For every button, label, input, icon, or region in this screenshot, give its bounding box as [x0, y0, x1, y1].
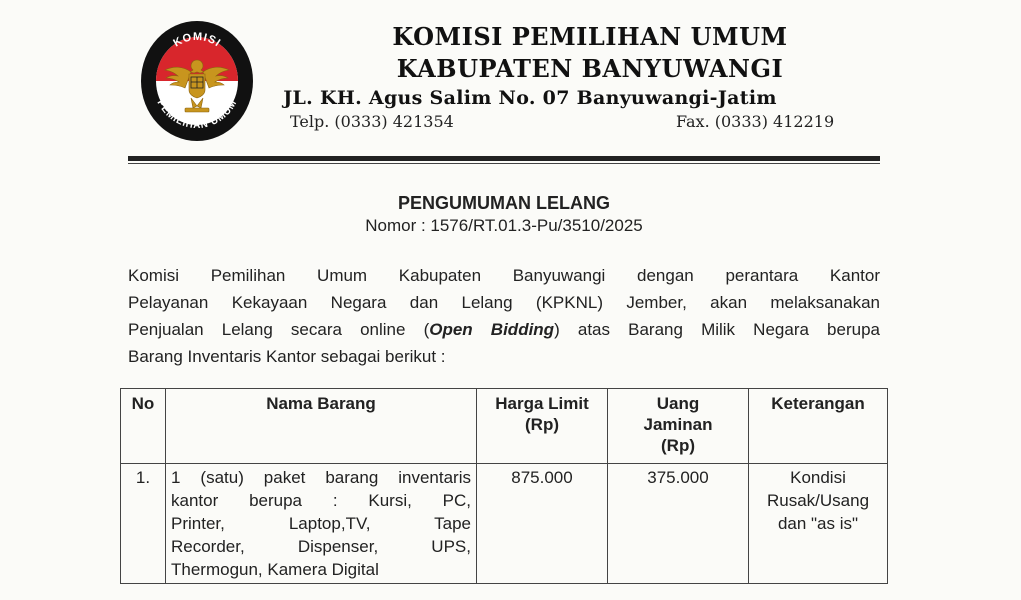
intro-line-2: Pelayanan Kekayaan Negara dan Lelang (KPKNL) Jember, akan melaksanakan — [128, 293, 880, 312]
header-keterangan: Keterangan — [749, 389, 888, 464]
table-header-row — [121, 389, 888, 464]
cell-keterangan: Kondisi Rusak/Usang dan "as is" — [749, 464, 888, 584]
header-rule-thick — [128, 156, 880, 161]
org-address: JL. KH. Agus Salim No. 07 Banyuwangi-Jatim — [283, 87, 777, 109]
header-uang-jaminan: Uang Jaminan (Rp) — [608, 389, 749, 464]
cell-harga-limit: 875.000 — [477, 464, 608, 584]
cell-uang-jaminan: 375.000 — [608, 464, 749, 584]
table-row — [121, 464, 888, 584]
telephone: Telp. (0333) 421354 — [290, 112, 454, 131]
cell-no: 1. — [121, 464, 166, 584]
org-name-line2: KABUPATEN BANYUWANGI — [396, 54, 784, 83]
header-nama-barang: Nama Barang — [166, 389, 477, 464]
open-bidding-emphasis: Open Bidding — [429, 320, 555, 339]
announcement-number: Nomor : 1576/RT.01.3-Pu/3510/2025 — [365, 216, 643, 235]
header-harga-limit: Harga Limit (Rp) — [477, 389, 608, 464]
header-rule-thin — [128, 163, 880, 164]
header-no: No — [121, 389, 166, 464]
logo-top-text: KOMISI — [171, 30, 224, 50]
intro-line-3: Penjualan Lelang secara online (Open Bidding) atas Barang Milik Negara berupa — [128, 320, 880, 339]
auction-items-table — [120, 388, 888, 584]
org-name-line1: KOMISI PEMILIHAN UMUM — [392, 22, 788, 51]
intro-paragraph — [128, 262, 880, 370]
intro-line-4: Barang Inventaris Kantor sebagai berikut : — [128, 347, 446, 366]
cell-nama-barang: 1 (satu) paket barang inventaris kantor berupa : Kursi, PC, Printer, Laptop,TV, Tape Recorder, Dispenser, UPS, Thermogun, Kamera Digital — [166, 464, 477, 584]
announcement-title: PENGUMUMAN LELANG — [398, 193, 610, 213]
intro-line-1: Komisi Pemilihan Umum Kabupaten Banyuwangi dengan perantara Kantor — [128, 266, 880, 285]
fax: Fax. (0333) 412219 — [676, 112, 835, 131]
kpu-logo — [139, 20, 255, 143]
logo-bottom-text: PEMILIHAN UMUM — [154, 97, 240, 132]
